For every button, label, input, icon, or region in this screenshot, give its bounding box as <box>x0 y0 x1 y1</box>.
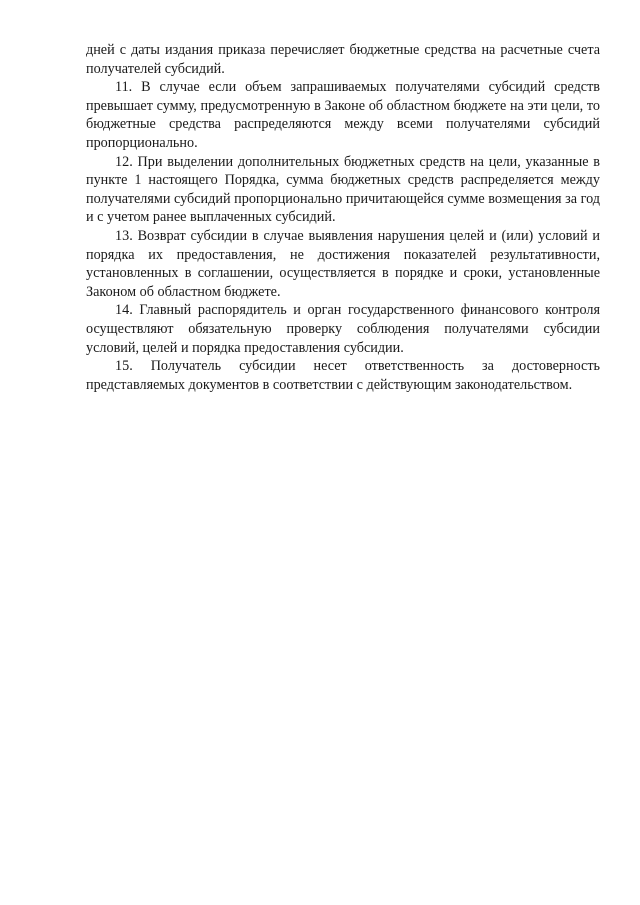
document-body <box>86 41 600 394</box>
paragraph-13 <box>86 227 600 301</box>
paragraph-15 <box>86 357 600 394</box>
paragraph-11 <box>86 78 600 152</box>
paragraph-text: В случае если объем запрашиваемых получателями субсидий средств превышает сумму, предусмотренную в Законе об областном бюджете на эти цели, то бюджетные средства распределяются между всеми получателями субсидий пропорционально. <box>86 79 601 151</box>
paragraph-number: 15. <box>115 358 133 375</box>
paragraph-12 <box>86 153 600 227</box>
paragraph-number: 13. <box>115 227 133 244</box>
paragraph-text: Получатель субсидии несет ответственность за достоверность представляемых документов в соответствии с действующим законодательством. <box>86 358 600 393</box>
paragraph-text: Главный распорядитель и орган государственного финансового контроля осуществляют обязательную проверку соблюдения получателями субсидии условий, целей и порядка предоставления субсидии. <box>86 302 600 356</box>
paragraph-14 <box>86 301 600 357</box>
paragraph-text: дней с даты издания приказа перечисляет бюджетные средства на расчетные счета получателей субсидий. <box>86 42 600 77</box>
paragraph-number: 14. <box>115 302 133 319</box>
paragraph-number: 12. <box>115 153 133 170</box>
paragraph-text: Возврат субсидии в случае выявления нарушения целей и (или) условий и порядка их предоставления, не достижения показателей результативности, установленных в соглашении, осуществляется в порядке и сроки, установленные Законом об областном бюджете. <box>86 227 600 300</box>
paragraph-text: При выделении дополнительных бюджетных средств на цели, указанные в пункте 1 настоящего Порядка, сумма бюджетных средств распределяется между получателями субсидий пропорционально причитающейся сумме возмещения за год и с учетом ранее выплаченных субсидий. <box>86 153 601 226</box>
paragraph-number: 11. <box>115 79 133 96</box>
paragraph-10-continuation <box>86 41 600 78</box>
